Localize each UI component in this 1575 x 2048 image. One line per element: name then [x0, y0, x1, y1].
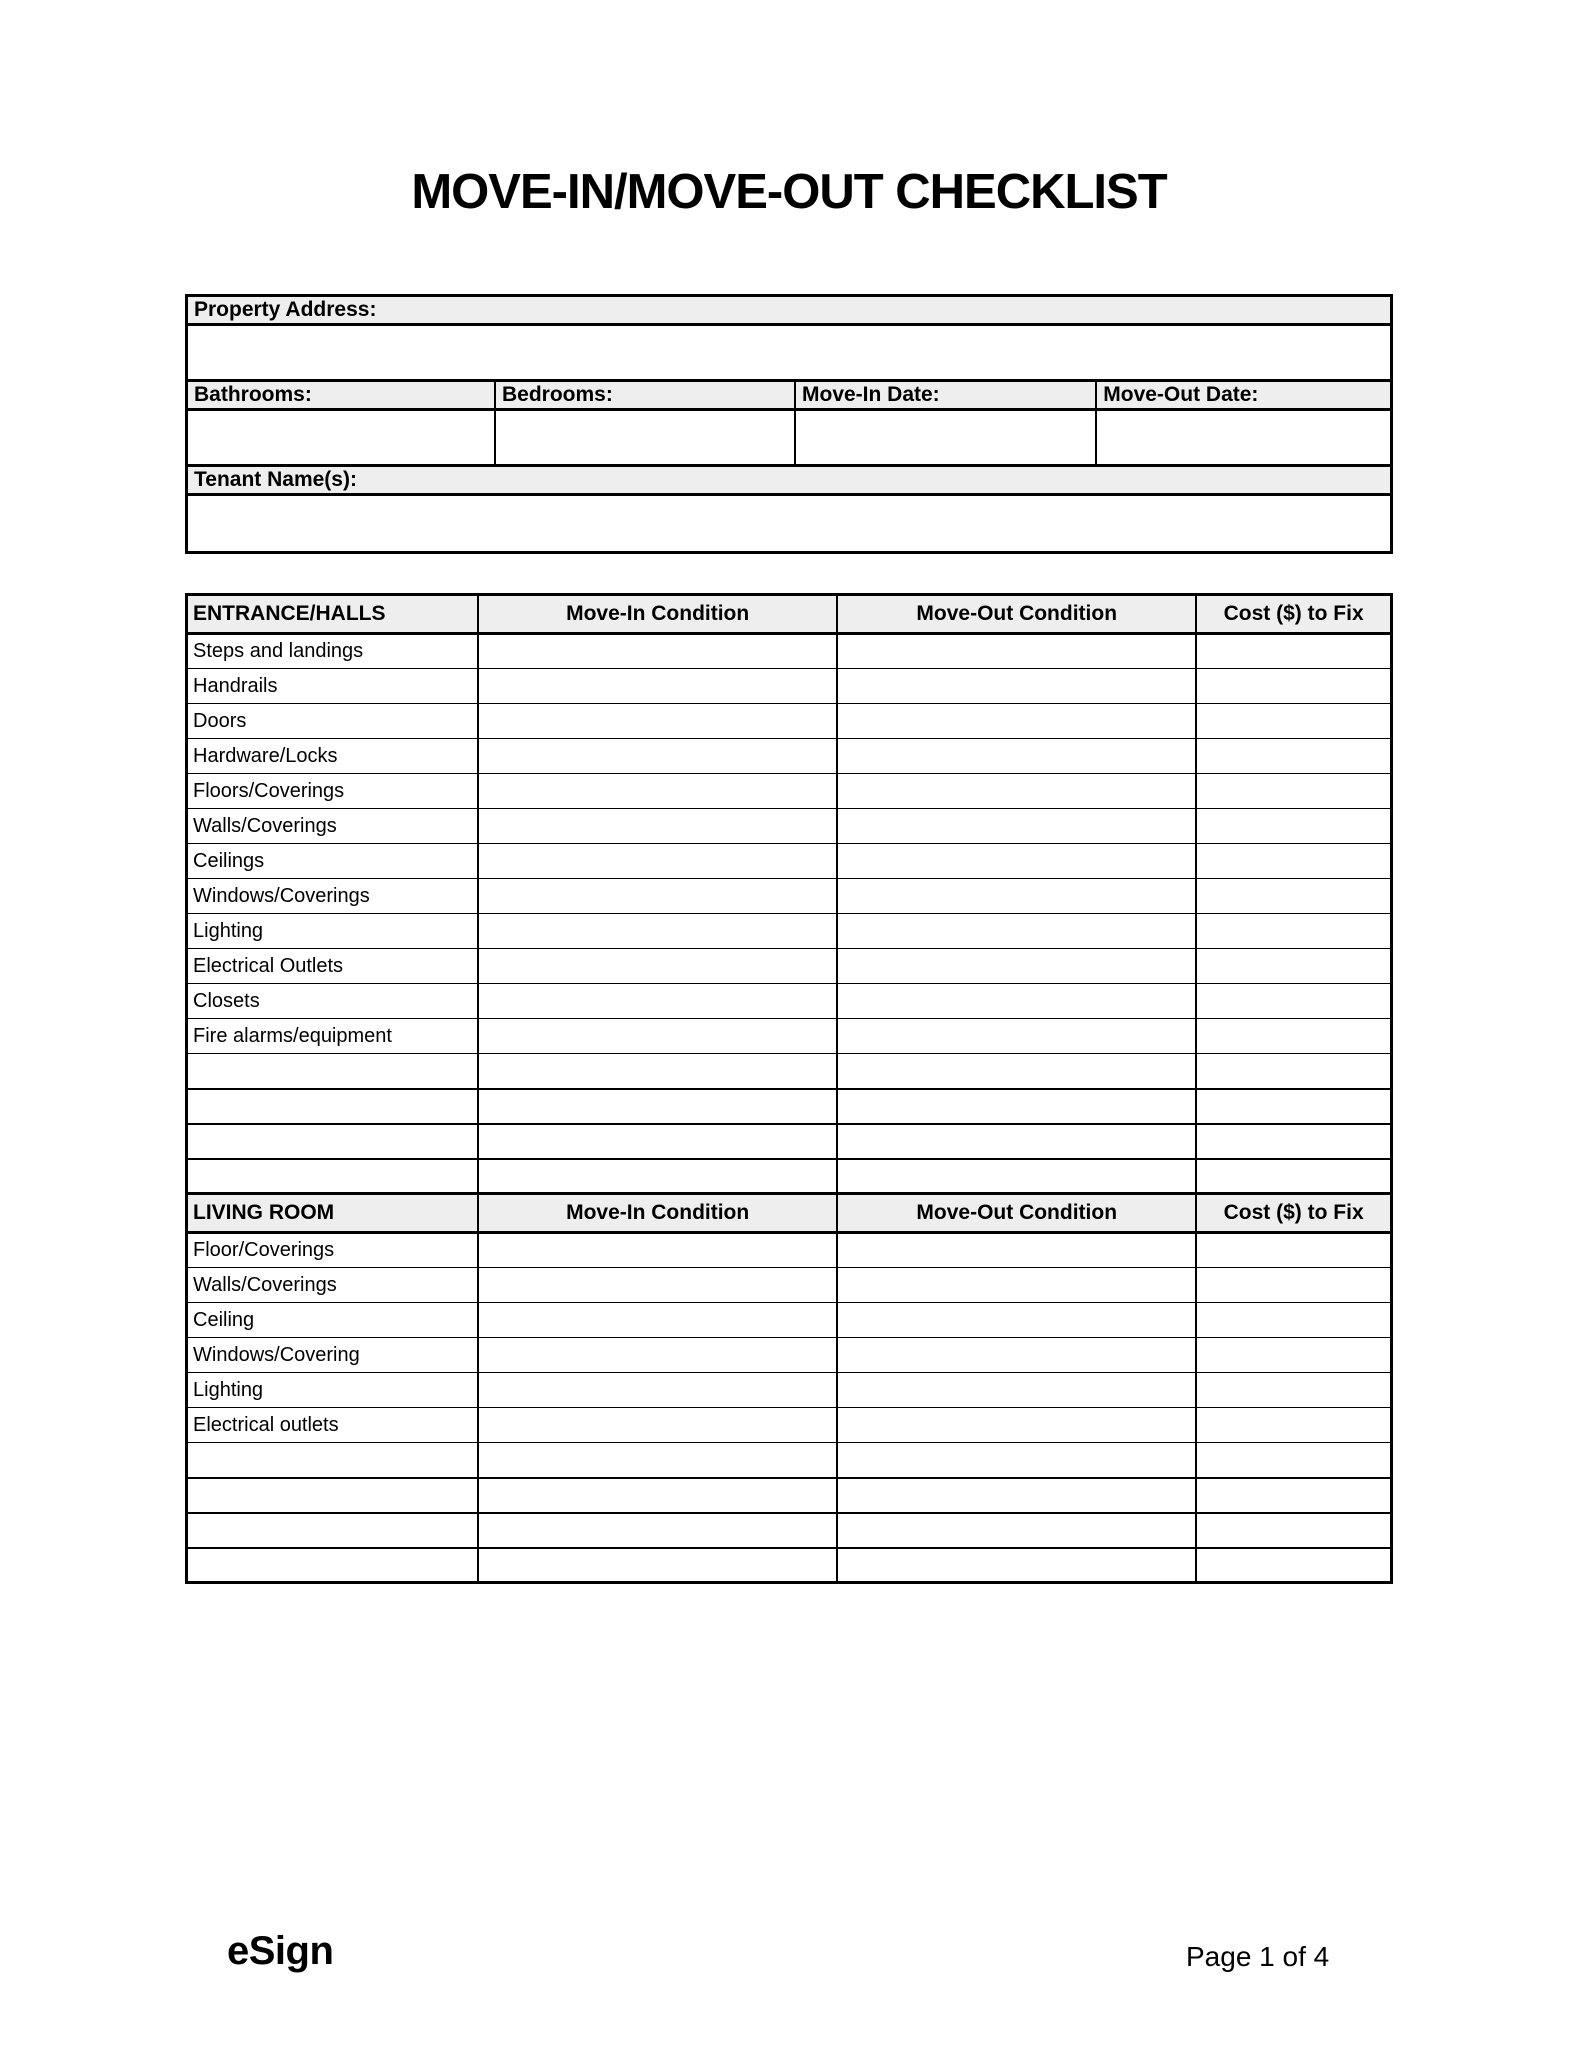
item-label: Doors	[187, 704, 479, 739]
tenant-names-input[interactable]	[187, 495, 1392, 553]
column-header-move-in-condition: Move-In Condition	[478, 1194, 837, 1233]
move-in-condition-cell[interactable]	[478, 634, 837, 669]
cost-to-fix-cell[interactable]	[1196, 809, 1391, 844]
item-row	[187, 739, 1392, 774]
move-in-condition-cell[interactable]	[478, 1124, 837, 1159]
esign-logo: eSign	[227, 1929, 334, 1973]
move-in-date-label: Move-In Date:	[795, 381, 1096, 410]
cost-to-fix-cell[interactable]	[1196, 1548, 1391, 1583]
cost-to-fix-cell[interactable]	[1196, 634, 1391, 669]
cost-to-fix-cell[interactable]	[1196, 1303, 1391, 1338]
extra-item-cell[interactable]	[187, 1548, 479, 1583]
move-in-condition-cell[interactable]	[478, 1268, 837, 1303]
move-out-condition-cell[interactable]	[837, 774, 1196, 809]
item-row	[187, 1408, 1392, 1443]
item-label: Steps and landings	[187, 634, 479, 669]
bathrooms-label: Bathrooms:	[187, 381, 495, 410]
item-row	[187, 914, 1392, 949]
move-in-condition-cell[interactable]	[478, 739, 837, 774]
cost-to-fix-cell[interactable]	[1196, 1233, 1391, 1268]
extra-item-cell[interactable]	[187, 1443, 479, 1478]
checklist-table-body	[187, 595, 1392, 1583]
move-out-condition-cell[interactable]	[837, 1233, 1196, 1268]
move-out-condition-cell[interactable]	[837, 949, 1196, 984]
extra-row	[187, 1513, 1392, 1548]
move-in-condition-cell[interactable]	[478, 844, 837, 879]
move-out-condition-cell[interactable]	[837, 1124, 1196, 1159]
cost-to-fix-cell[interactable]	[1196, 1124, 1391, 1159]
tenant-names-input-row	[187, 495, 1392, 553]
move-in-condition-cell[interactable]	[478, 704, 837, 739]
item-label: Electrical outlets	[187, 1408, 479, 1443]
extra-item-cell[interactable]	[187, 1089, 479, 1124]
move-out-condition-cell[interactable]	[837, 1548, 1196, 1583]
move-out-condition-cell[interactable]	[837, 984, 1196, 1019]
move-in-condition-cell[interactable]	[478, 1089, 837, 1124]
extra-row	[187, 1089, 1392, 1124]
cost-to-fix-cell[interactable]	[1196, 879, 1391, 914]
cost-to-fix-cell[interactable]	[1196, 1478, 1391, 1513]
item-label: Floor/Coverings	[187, 1233, 479, 1268]
extra-item-cell[interactable]	[187, 1478, 479, 1513]
column-header-move-out-condition: Move-Out Condition	[837, 1194, 1196, 1233]
tenant-names-label-row	[187, 466, 1392, 495]
move-in-condition-cell[interactable]	[478, 1408, 837, 1443]
move-out-condition-cell[interactable]	[837, 1338, 1196, 1373]
item-row	[187, 669, 1392, 704]
move-out-condition-cell[interactable]	[837, 1513, 1196, 1548]
item-label: Walls/Coverings	[187, 1268, 479, 1303]
item-label: Floors/Coverings	[187, 774, 479, 809]
extra-row	[187, 1548, 1392, 1583]
move-in-condition-cell[interactable]	[478, 949, 837, 984]
cost-to-fix-cell[interactable]	[1196, 669, 1391, 704]
tenant-names-label: Tenant Name(s):	[187, 466, 1392, 495]
extra-row	[187, 1159, 1392, 1194]
move-out-condition-cell[interactable]	[837, 914, 1196, 949]
item-row	[187, 879, 1392, 914]
move-out-condition-cell[interactable]	[837, 1478, 1196, 1513]
property-address-label-row	[187, 296, 1392, 325]
item-label: Windows/Covering	[187, 1338, 479, 1373]
document-title: MOVE-IN/MOVE-OUT CHECKLIST	[411, 165, 1167, 219]
property-address-input-row	[187, 325, 1392, 381]
move-out-condition-cell[interactable]	[837, 634, 1196, 669]
bedrooms-input[interactable]	[495, 410, 795, 466]
move-out-condition-cell[interactable]	[837, 669, 1196, 704]
item-row	[187, 1268, 1392, 1303]
move-in-condition-cell[interactable]	[478, 1159, 837, 1194]
move-in-condition-cell[interactable]	[478, 914, 837, 949]
move-in-condition-cell[interactable]	[478, 1548, 837, 1583]
extra-item-cell[interactable]	[187, 1054, 479, 1089]
move-out-date-label: Move-Out Date:	[1096, 381, 1391, 410]
item-label: Fire alarms/equipment	[187, 1019, 479, 1054]
cost-to-fix-cell[interactable]	[1196, 1338, 1391, 1373]
move-out-condition-cell[interactable]	[837, 879, 1196, 914]
cost-to-fix-cell[interactable]	[1196, 1089, 1391, 1124]
extra-item-cell[interactable]	[187, 1124, 479, 1159]
property-info-table	[185, 294, 1393, 554]
cost-to-fix-cell[interactable]	[1196, 1019, 1391, 1054]
column-header-move-out-condition: Move-Out Condition	[837, 595, 1196, 634]
item-label: Ceilings	[187, 844, 479, 879]
move-in-date-input[interactable]	[795, 410, 1096, 466]
column-header-cost-to-fix: Cost ($) to Fix	[1196, 595, 1391, 634]
item-row	[187, 1338, 1392, 1373]
cost-to-fix-cell[interactable]	[1196, 1159, 1391, 1194]
move-in-condition-cell[interactable]	[478, 1233, 837, 1268]
move-in-condition-cell[interactable]	[478, 1478, 837, 1513]
unit-inputs-row	[187, 410, 1392, 466]
item-label: Lighting	[187, 1373, 479, 1408]
item-row	[187, 704, 1392, 739]
move-out-condition-cell[interactable]	[837, 1019, 1196, 1054]
item-row	[187, 1303, 1392, 1338]
page-number: Page 1 of 4	[1186, 1941, 1330, 1972]
move-out-condition-cell[interactable]	[837, 1373, 1196, 1408]
cost-to-fix-cell[interactable]	[1196, 739, 1391, 774]
move-out-condition-cell[interactable]	[837, 809, 1196, 844]
item-row	[187, 1233, 1392, 1268]
section-title: LIVING ROOM	[187, 1194, 479, 1233]
item-row	[187, 949, 1392, 984]
section-header-row	[187, 1194, 1392, 1233]
item-row	[187, 809, 1392, 844]
move-in-condition-cell[interactable]	[478, 1303, 837, 1338]
extra-row	[187, 1443, 1392, 1478]
item-label: Walls/Coverings	[187, 809, 479, 844]
item-label: Electrical Outlets	[187, 949, 479, 984]
column-header-move-in-condition: Move-In Condition	[478, 595, 837, 634]
move-out-date-input[interactable]	[1096, 410, 1391, 466]
move-out-condition-cell[interactable]	[837, 1408, 1196, 1443]
move-out-condition-cell[interactable]	[837, 1054, 1196, 1089]
move-out-condition-cell[interactable]	[837, 1303, 1196, 1338]
section-title: ENTRANCE/HALLS	[187, 595, 479, 634]
extra-row	[187, 1478, 1392, 1513]
item-row	[187, 774, 1392, 809]
item-label: Ceiling	[187, 1303, 479, 1338]
item-label: Lighting	[187, 914, 479, 949]
item-row	[187, 1373, 1392, 1408]
item-label: Hardware/Locks	[187, 739, 479, 774]
cost-to-fix-cell[interactable]	[1196, 1373, 1391, 1408]
move-in-condition-cell[interactable]	[478, 809, 837, 844]
section-header-row	[187, 595, 1392, 634]
extra-item-cell[interactable]	[187, 1159, 479, 1194]
move-in-condition-cell[interactable]	[478, 984, 837, 1019]
extra-row	[187, 1054, 1392, 1089]
move-out-condition-cell[interactable]	[837, 739, 1196, 774]
cost-to-fix-cell[interactable]	[1196, 949, 1391, 984]
item-label: Handrails	[187, 669, 479, 704]
property-address-label: Property Address:	[187, 296, 1392, 325]
move-in-condition-cell[interactable]	[478, 1443, 837, 1478]
cost-to-fix-cell[interactable]	[1196, 1513, 1391, 1548]
cost-to-fix-cell[interactable]	[1196, 984, 1391, 1019]
move-in-condition-cell[interactable]	[478, 669, 837, 704]
move-in-condition-cell[interactable]	[478, 1373, 837, 1408]
cost-to-fix-cell[interactable]	[1196, 914, 1391, 949]
cost-to-fix-cell[interactable]	[1196, 774, 1391, 809]
bathrooms-input[interactable]	[187, 410, 495, 466]
move-out-condition-cell[interactable]	[837, 704, 1196, 739]
extra-item-cell[interactable]	[187, 1513, 479, 1548]
cost-to-fix-cell[interactable]	[1196, 704, 1391, 739]
property-address-input[interactable]	[187, 325, 1392, 381]
bedrooms-label: Bedrooms:	[495, 381, 795, 410]
item-label: Windows/Coverings	[187, 879, 479, 914]
move-out-condition-cell[interactable]	[837, 1268, 1196, 1303]
cost-to-fix-cell[interactable]	[1196, 1443, 1391, 1478]
column-header-cost-to-fix: Cost ($) to Fix	[1196, 1194, 1391, 1233]
move-out-condition-cell[interactable]	[837, 844, 1196, 879]
move-in-condition-cell[interactable]	[478, 1019, 837, 1054]
move-out-condition-cell[interactable]	[837, 1443, 1196, 1478]
move-in-condition-cell[interactable]	[478, 1338, 837, 1373]
move-in-condition-cell[interactable]	[478, 879, 837, 914]
cost-to-fix-cell[interactable]	[1196, 1054, 1391, 1089]
item-label: Closets	[187, 984, 479, 1019]
cost-to-fix-cell[interactable]	[1196, 844, 1391, 879]
cost-to-fix-cell[interactable]	[1196, 1408, 1391, 1443]
move-out-condition-cell[interactable]	[837, 1089, 1196, 1124]
move-out-condition-cell[interactable]	[837, 1159, 1196, 1194]
cost-to-fix-cell[interactable]	[1196, 1268, 1391, 1303]
item-row	[187, 634, 1392, 669]
extra-row	[187, 1124, 1392, 1159]
move-in-condition-cell[interactable]	[478, 1513, 837, 1548]
item-row	[187, 984, 1392, 1019]
item-row	[187, 844, 1392, 879]
checklist-table	[185, 593, 1393, 1584]
move-in-condition-cell[interactable]	[478, 774, 837, 809]
item-row	[187, 1019, 1392, 1054]
unit-labels-row	[187, 381, 1392, 410]
move-in-condition-cell[interactable]	[478, 1054, 837, 1089]
